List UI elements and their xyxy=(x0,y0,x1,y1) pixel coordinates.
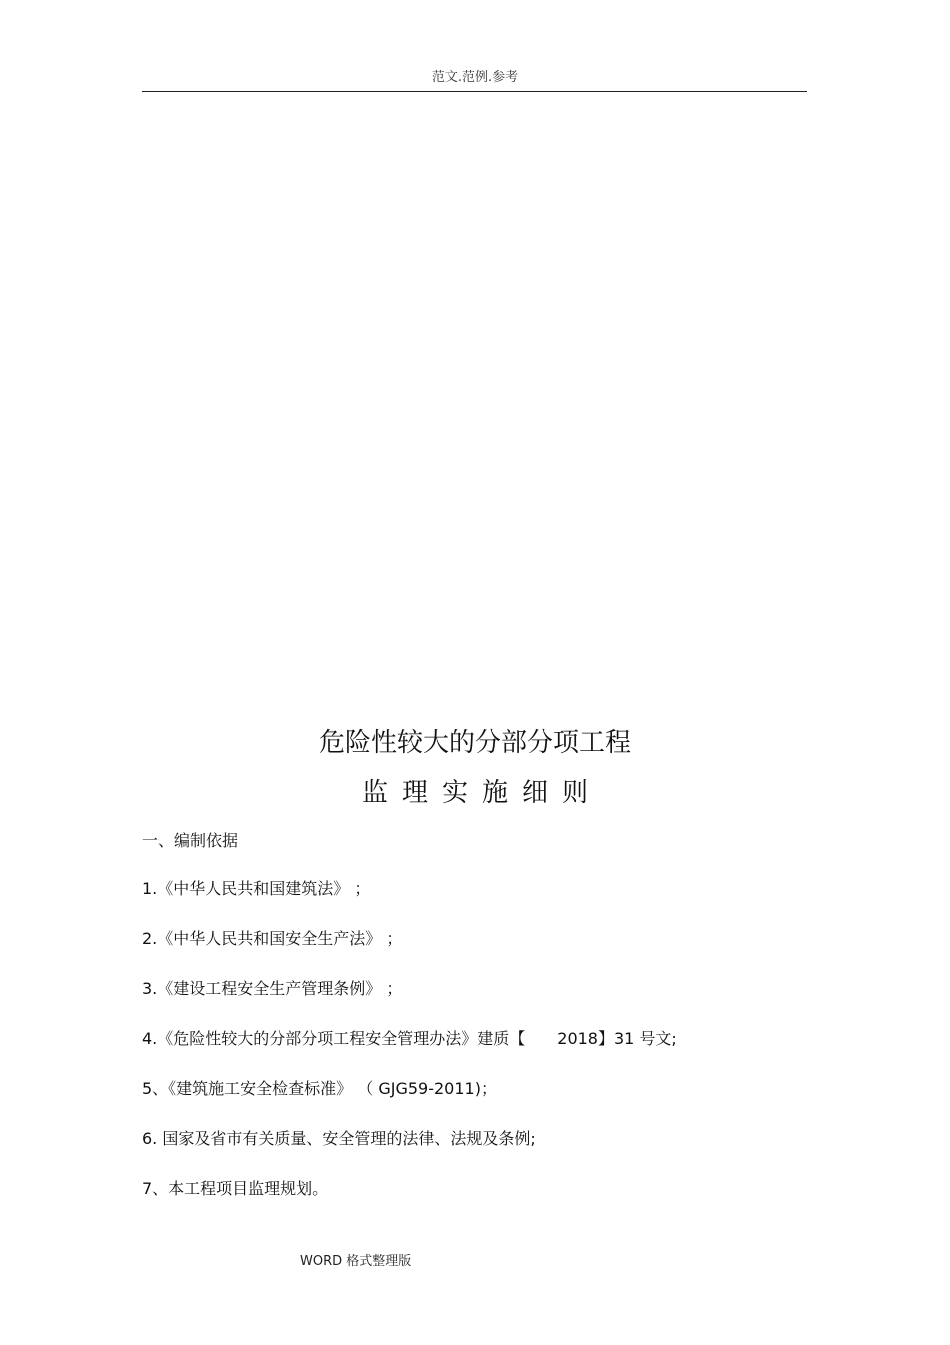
title-line-1: 危险性较大的分部分项工程 xyxy=(318,728,631,758)
list-item: 4.《危险性较大的分部分项工程安全管理办法》建质【 2018】31 号文; xyxy=(142,1029,677,1048)
footer-text: WORD 格式整理版 xyxy=(300,1254,412,1269)
section-heading: 一、编制依据 xyxy=(142,831,239,850)
list-item: 1.《中华人民共和国建筑法》 ； xyxy=(142,879,371,898)
list-item: 5、《建筑施工安全检查标准》 （ GJG59-2011)； xyxy=(142,1079,497,1098)
list-item: 3.《建设工程安全生产管理条例》 ； xyxy=(142,979,403,998)
basis-list xyxy=(142,878,807,1228)
header-divider xyxy=(142,91,807,92)
list-item: 7、本工程项目监理规划。 xyxy=(142,1179,329,1198)
list-item: 6. 国家及省市有关质量、安全管理的法律、法规及条例; xyxy=(142,1129,536,1148)
list-item: 2.《中华人民共和国安全生产法》 ； xyxy=(142,929,403,948)
header-text: 范文.范例.参考 xyxy=(431,70,519,85)
title-line-2: 监理实施细则 xyxy=(361,778,602,808)
